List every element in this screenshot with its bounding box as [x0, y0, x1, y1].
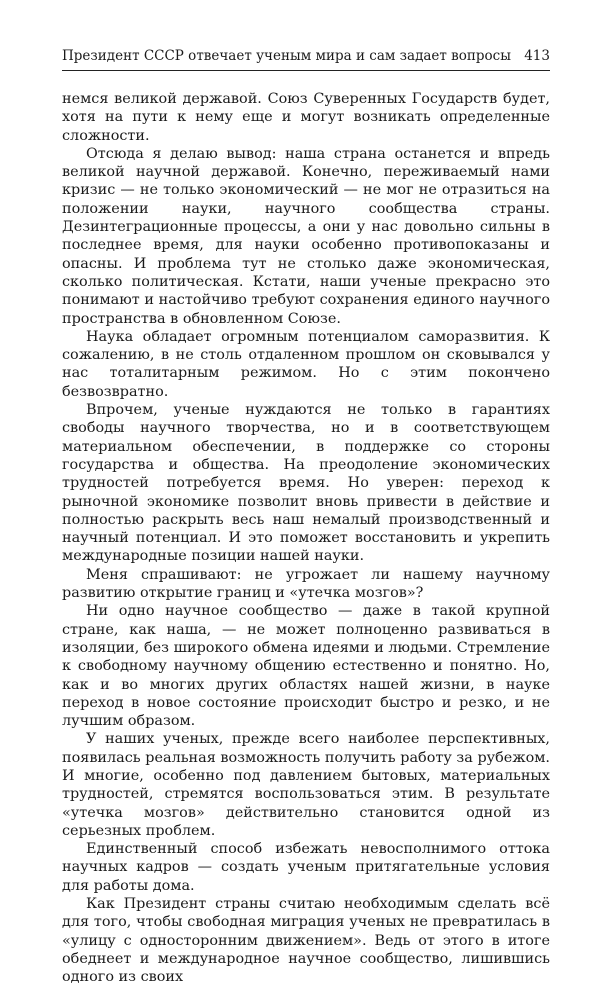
paragraph: Меня спрашивают: не угрожает ли нашему научному развитию открытие границ и «утечка мозгов»?	[62, 566, 550, 602]
paragraph: Отсюда я делаю вывод: наша страна останется и впредь великой научной державой. Конечно, переживаемый нами кризис — не только экономический — не мог не отразиться на положении науки, научного сообщества страны. Дезинтеграционные процессы, а они у нас довольно сильны в последнее время, для науки особенно противопоказаны и опасны. И проблема тут не столько даже экономическая, сколько политическая. Кстати, наши ученые прекрасно это понимают и настойчиво требуют сохранения единого научного пространства в обновленном Союзе.	[62, 145, 550, 327]
paragraph-continuation: немся великой державой. Союз Суверенных Государств будет, хотя на пути к нему еще и могут возникать определенные сложности.	[62, 91, 550, 144]
paragraph: Впрочем, ученые нуждаются не только в гарантиях свободы научного творчества, но и в соответствующем материальном обеспечении, в поддержке со стороны государства и общества. На преодоление экономических трудностей потребуется время. Но уверен: переход к рыночной экономике позволит вновь привести в действие и полностью раскрыть весь наш немалый производственный и научный потенциал. И это поможет восстановить и укрепить международные позиции нашей науки.	[62, 402, 550, 565]
paragraph: Единственный способ избежать невосполнимого оттока научных кадров — создать ученым притягательные условия для работы дома.	[62, 841, 550, 894]
page-number: 413	[524, 48, 550, 64]
running-title: Президент СССР отвечает ученым мира и сам задает вопросы	[62, 48, 511, 64]
paragraph: Наука обладает огромным потенциалом саморазвития. К сожалению, в не столь отдаленном прошлом он сковывался у нас тоталитарным режимом. Но с этим покончено безвозвратно.	[62, 328, 550, 400]
paragraph: У наших ученых, прежде всего наиболее перспективных, появилась реальная возможность получить работу за рубежом. И многие, особенно под давлением бытовых, материальных трудностей, стремятся воспользоваться этим. В результате «утечка мозгов» действительно становится одной из серьезных проблем.	[62, 731, 550, 839]
paragraph: Ни одно научное сообщество — даже в такой крупной стране, как наша, — не может полноценно развиваться в изоляции, без широкого обмена идеями и людьми. Стремление к свободному научному общению естественно и понятно. Но, как и во многих других областях нашей жизни, в науке переход в новое состояние происходит быстро и резко, и не лучшим образом.	[62, 603, 550, 730]
paragraph: Как Президент страны считаю необходимым сделать всё для того, чтобы свободная миграция ученых не превратилась в «улицу с односторонним движением». Ведь от этого в итоге обеднеет и международное научное сообщество, лишившись одного из своих	[62, 896, 550, 986]
page-header	[62, 48, 550, 64]
header-rule	[62, 70, 550, 71]
body-text	[62, 90, 550, 987]
